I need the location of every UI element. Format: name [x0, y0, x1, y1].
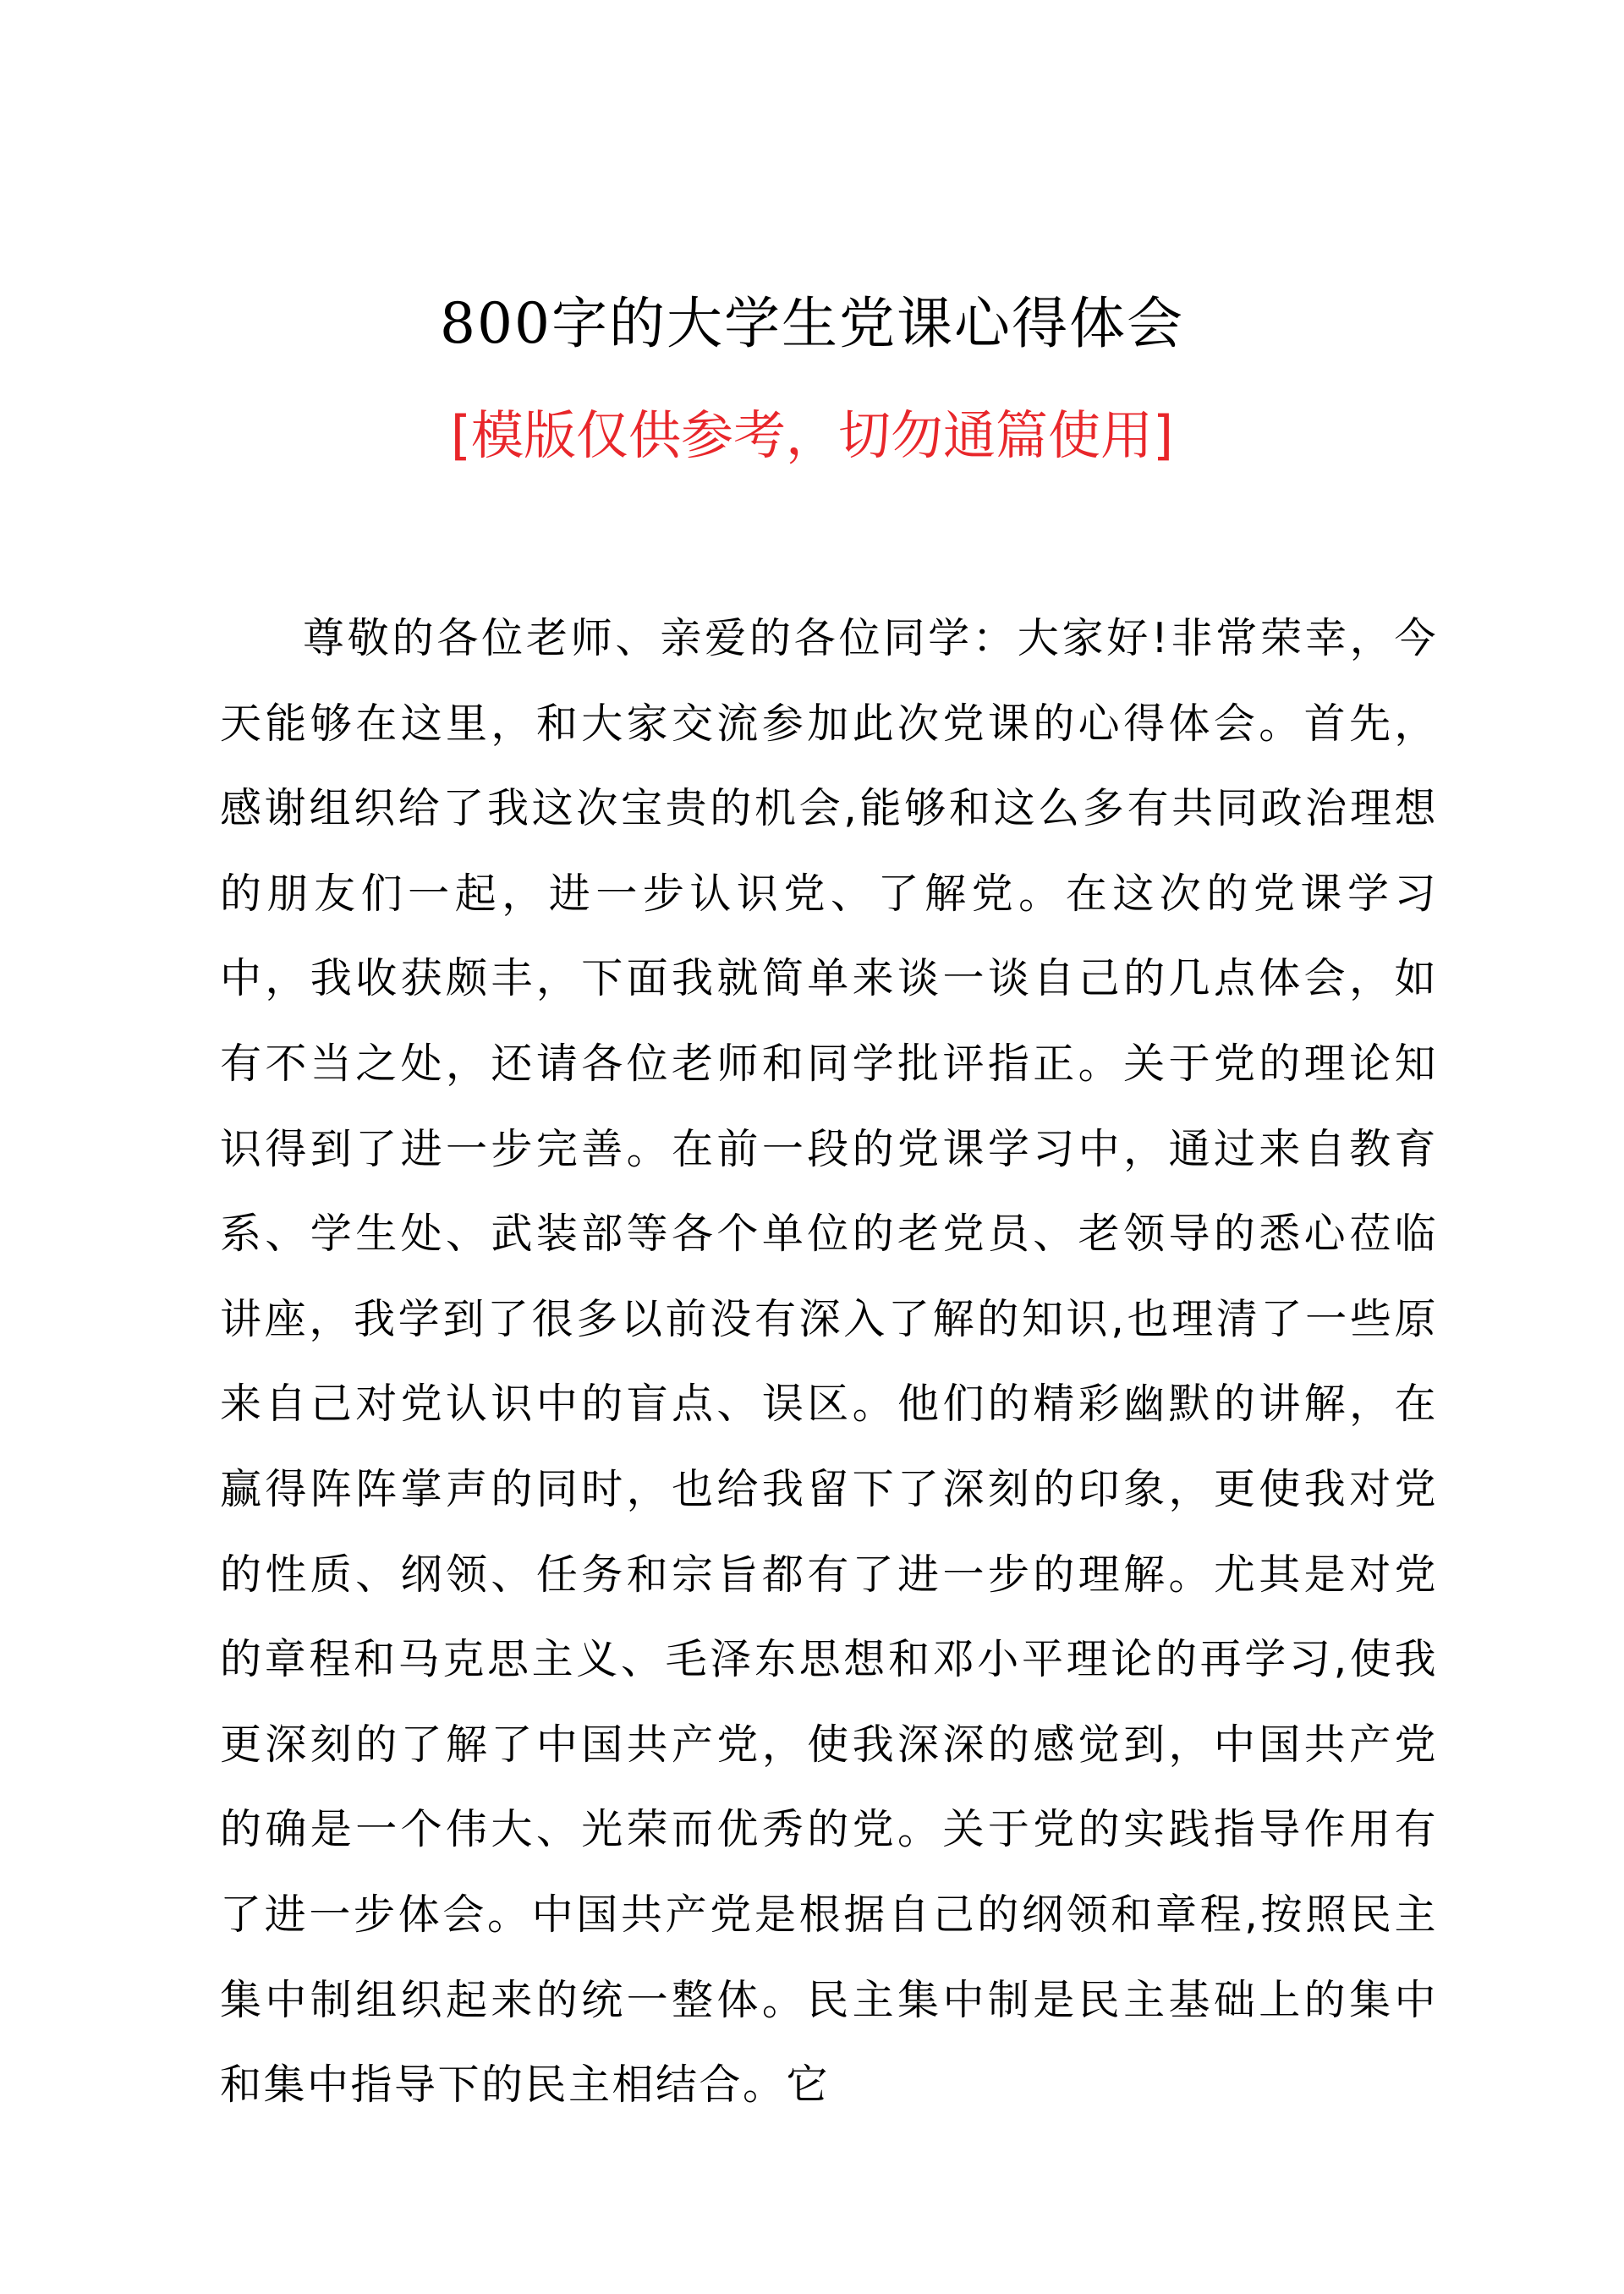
page-title: 800字的大学生党课心得体会: [440, 291, 1184, 356]
template-disclaimer: [模版仅供参考，切勿通篇使用]: [450, 404, 1174, 466]
body-paragraph: 尊敬的各位老师、亲爱的各位同学：大家好!非常荣幸，今天能够在这里，和大家交流参加此次党课的心得体会。首先，感谢组织给了我这次宝贵的机会,能够和这么多有共同政治理想的朋友们一起，进一步认识党、了解党。在这次的党课学习中，我收获颇丰，下面我就简单来谈一谈自己的几点体会，如有不当之处，还请各位老师和同学批评指正。关于党的理论知识得到了进一步完善。在前一段的党课学习中，通过来自教育系、学生处、武装部等各个单位的老党员、老领导的悉心莅临讲座，我学到了很多以前没有深入了解的知识,也理清了一些原来自己对党认识中的盲点、误区。他们的精彩幽默的讲解，在赢得阵阵掌声的同时，也给我留下了深刻的印象，更使我对党的性质、纲领、任务和宗旨都有了进一步的理解。尤其是对党的章程和马克思主义、毛泽东思想和邓小平理论的再学习,使我更深刻的了解了中国共产党，使我深深的感觉到，中国共产党的确是一个伟大、光荣而优秀的党。关于党的实践指导作用有了进一步体会。中国共产党是根据自己的纲领和章程,按照民主集中制组织起来的统一整体。民主集中制是民主基础上的集中和集中指导下的民主相结合。它: [220, 614, 1438, 2110]
